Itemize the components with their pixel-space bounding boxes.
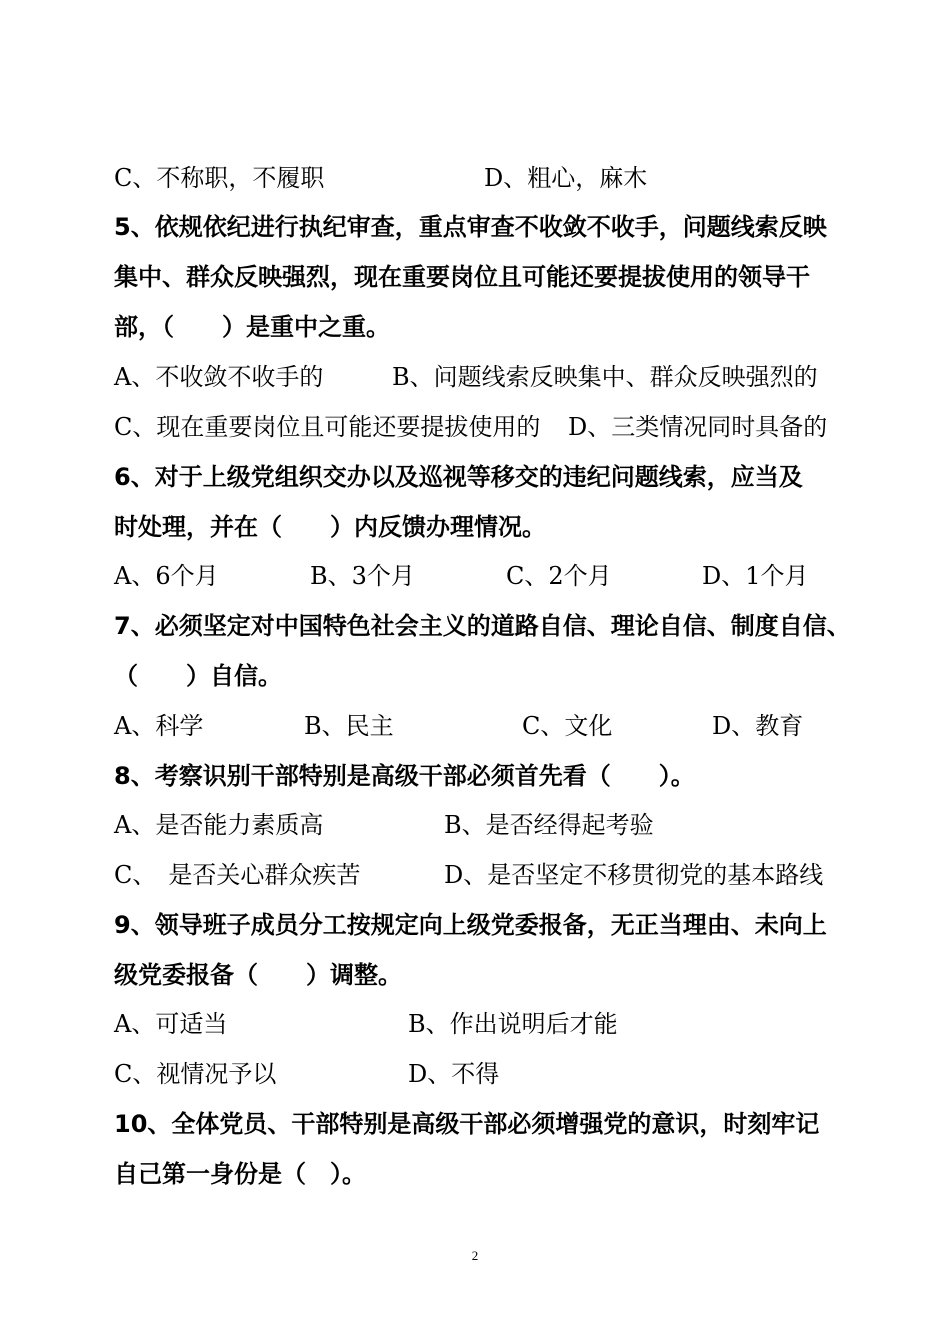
option-d: D、不得 — [408, 1060, 500, 1088]
question-10-line-1: 10、全体党员、干部特别是高级干部必须增强党的意识，时刻牢记 — [114, 1110, 820, 1138]
question-5-line-1: 5、依规依纪进行执纪审查，重点审查不收敛不收手，问题线索反映 — [114, 213, 827, 241]
option-b: B、作出说明后才能 — [408, 1010, 618, 1038]
option-a: A、可适当 — [114, 1010, 228, 1038]
option-d: D、1个月 — [702, 562, 809, 590]
option-d: D、教育 — [712, 712, 804, 740]
option-c: C、现在重要岗位且可能还要提拔使用的 — [114, 413, 541, 441]
question-7-line-2: （ ）自信。 — [114, 662, 282, 690]
question-9-line-1: 9、领导班子成员分工按规定向上级党委报备，无正当理由、未向上 — [114, 911, 827, 939]
option-b: B、问题线索反映集中、群众反映强烈的 — [392, 363, 818, 391]
question-5-line-2: 集中、群众反映强烈，现在重要岗位且可能还要提拔使用的领导干 — [114, 263, 810, 291]
page-number: 2 — [471, 1248, 479, 1263]
question-7-line-1: 7、必须坚定对中国特色社会主义的道路自信、理论自信、制度自信、 — [114, 612, 851, 640]
option-d: D、是否坚定不移贯彻党的基本路线 — [444, 861, 824, 889]
option-b: B、民主 — [304, 712, 394, 740]
option-a: A、6个月 — [114, 562, 219, 590]
question-8-line-1: 8、考察识别干部特别是高级干部必须首先看（ ）。 — [114, 762, 695, 790]
option-a: A、是否能力素质高 — [114, 811, 324, 839]
option-c: C、不称职，不履职 — [114, 164, 325, 192]
question-6-line-1: 6、对于上级党组织交办以及巡视等移交的违纪问题线索，应当及 — [114, 463, 803, 491]
option-b: B、3个月 — [310, 562, 415, 590]
question-10-line-2: 自己第一身份是（ ）。 — [114, 1160, 366, 1188]
option-c: C、文化 — [522, 712, 613, 740]
option-b: B、是否经得起考验 — [444, 811, 654, 839]
option-c: C、视情况予以 — [114, 1060, 277, 1088]
option-c: C、2个月 — [506, 562, 612, 590]
option-a: A、不收敛不收手的 — [114, 363, 324, 391]
option-d: D、粗心，麻木 — [484, 164, 648, 192]
option-d: D、三类情况同时具备的 — [568, 413, 828, 441]
question-5-line-3: 部，（ ）是重中之重。 — [114, 313, 390, 341]
option-c: C、 是否关心群众疾苦 — [114, 861, 361, 889]
question-9-line-2: 级党委报备（ ）调整。 — [114, 961, 402, 989]
question-6-line-2: 时处理，并在（ ）内反馈办理情况。 — [114, 513, 546, 541]
option-a: A、科学 — [114, 712, 204, 740]
